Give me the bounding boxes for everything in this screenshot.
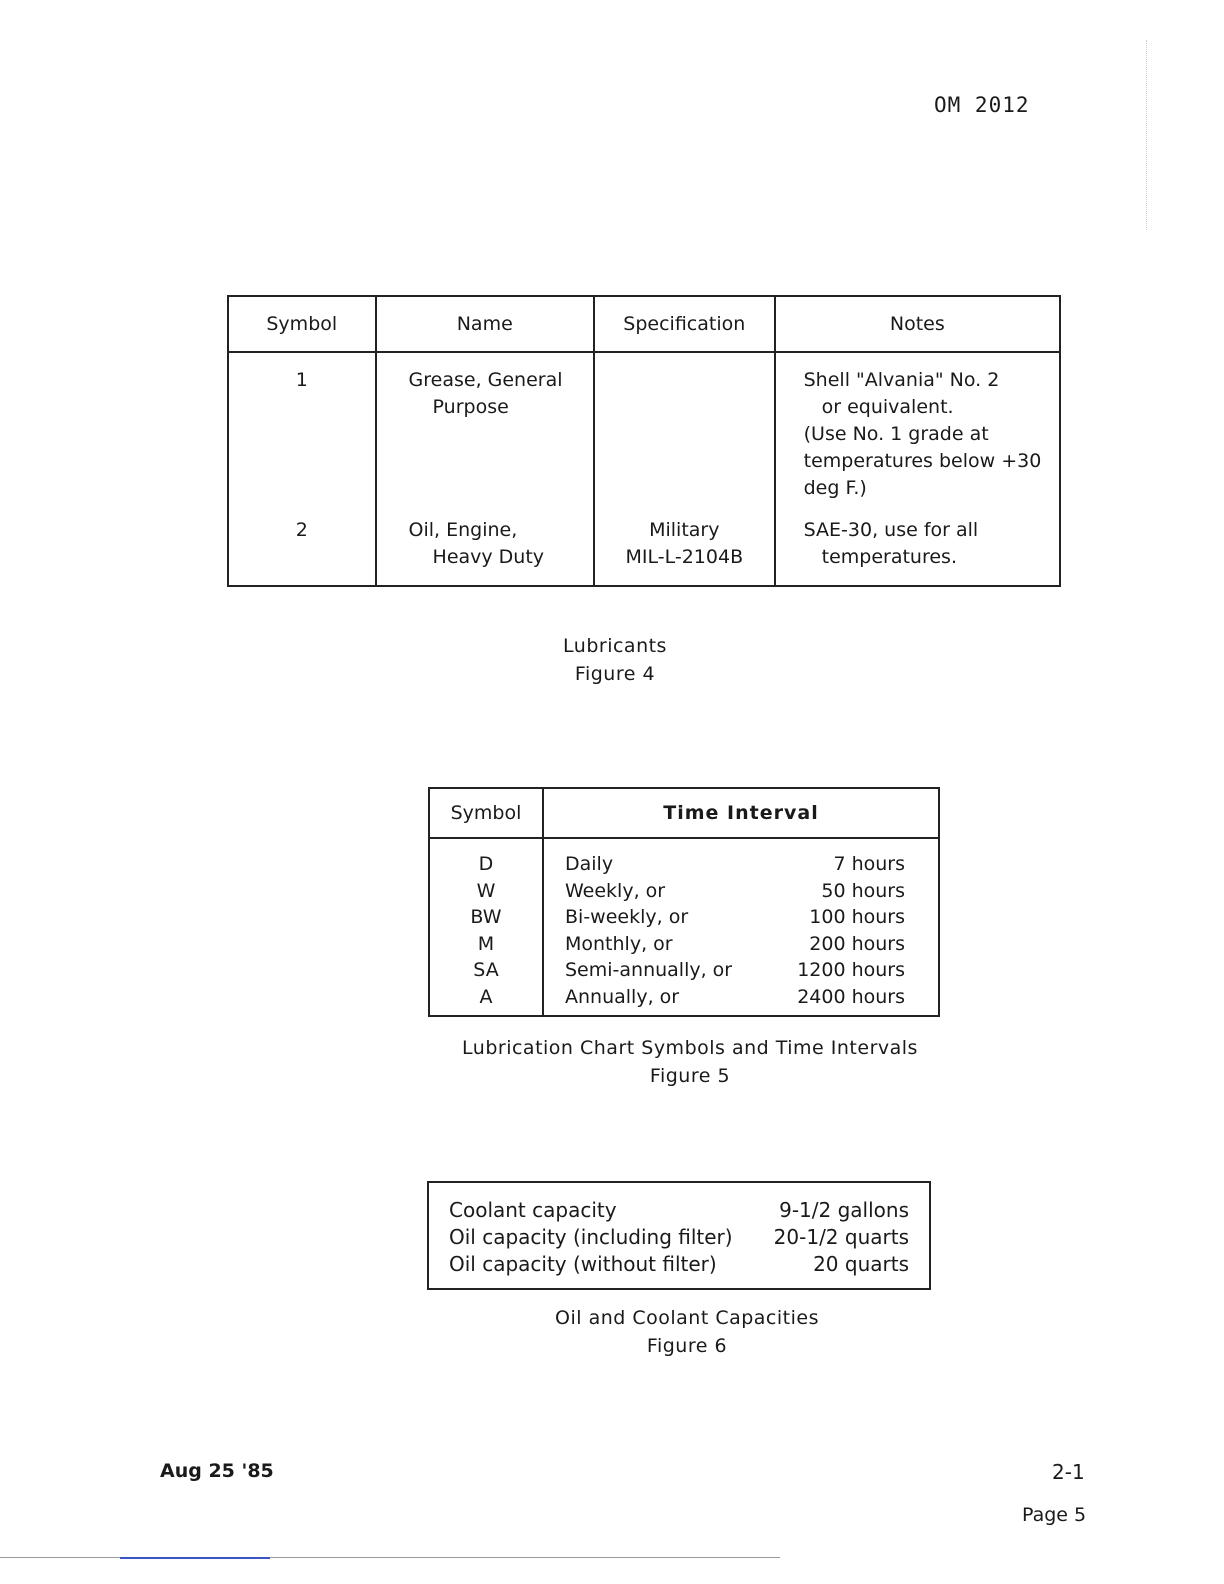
figure6-caption: [527, 1304, 847, 1360]
symbol-cell: 2: [228, 516, 376, 586]
interval-symbol: M: [477, 932, 495, 955]
notes-line: temperatures.: [821, 546, 957, 568]
interval-symbol: SA: [473, 959, 499, 982]
interval-label: Semi-annually, or: [565, 959, 733, 982]
capacity-value: 9-1/2 gallons: [779, 1198, 909, 1222]
interval-hours: 200 hours: [809, 932, 905, 955]
table-row: [429, 838, 939, 1016]
notes-cell: [775, 516, 1060, 586]
capacity-value: 20 quarts: [813, 1252, 909, 1276]
interval-row: [545, 957, 937, 984]
capacity-value: 20-1/2 quarts: [773, 1225, 909, 1249]
column-header-time-interval: Time Interval: [543, 788, 939, 838]
interval-hours: 100 hours: [809, 906, 905, 929]
capacity-row: [449, 1197, 909, 1224]
notes-line: SAE-30, use for all: [803, 519, 979, 541]
interval-label: Annually, or: [565, 985, 680, 1008]
interval-row: [545, 904, 937, 931]
margin-guide-line: [1146, 40, 1147, 230]
interval-label: Bi-weekly, or: [565, 906, 689, 929]
name-line: Oil, Engine,: [408, 519, 518, 541]
interval-row: [545, 931, 937, 958]
interval-row: [545, 851, 937, 878]
name-cell: [376, 516, 594, 586]
interval-hours: 2400 hours: [797, 985, 905, 1008]
table-header-row: [429, 788, 939, 838]
capacity-row: [449, 1224, 909, 1251]
caption-title: Lubricants: [563, 635, 667, 657]
footer-page-number: Page 5: [1022, 1504, 1087, 1526]
footer-date: Aug 25 '85: [160, 1460, 274, 1482]
interval-row: [545, 878, 937, 905]
lubricants-table: [227, 295, 1061, 587]
capacity-label: Coolant capacity: [449, 1198, 617, 1222]
capacity-row: [449, 1251, 909, 1278]
column-header-specification: Specification: [594, 296, 775, 352]
notes-line: temperatures below +30: [803, 450, 1042, 472]
symbol-cell: 1: [228, 352, 376, 516]
notes-cell: [775, 352, 1060, 516]
specification-line: Military: [649, 519, 720, 541]
caption-figure-number: Figure 5: [649, 1065, 731, 1087]
column-header-notes: Notes: [775, 296, 1060, 352]
bottom-rule-accent: [120, 1557, 270, 1559]
figure5-caption: [420, 1034, 960, 1090]
table-header-row: [228, 296, 1060, 352]
notes-line: or equivalent.: [821, 396, 954, 418]
interval-symbol: W: [476, 879, 496, 902]
interval-hours: 7 hours: [833, 853, 905, 875]
interval-symbol: A: [479, 985, 493, 1008]
column-header-symbol: Symbol: [228, 296, 376, 352]
footer-section-number: 2-1: [1052, 1460, 1085, 1484]
time-interval-table: [428, 787, 940, 1017]
caption-figure-number: Figure 6: [646, 1335, 728, 1357]
interval-label: Daily: [565, 853, 614, 875]
caption-title: Oil and Coolant Capacities: [555, 1307, 819, 1329]
notes-line: Shell "Alvania" No. 2: [803, 369, 1000, 391]
specification-line: MIL-L-2104B: [625, 546, 744, 568]
notes-line: (Use No. 1 grade at: [803, 423, 989, 445]
interval-hours: 50 hours: [821, 879, 905, 902]
bottom-rule: [0, 1557, 780, 1558]
interval-row: [545, 984, 937, 1011]
caption-figure-number: Figure 4: [574, 663, 656, 685]
name-line: Grease, General: [408, 369, 563, 391]
document-id: OM 2012: [934, 93, 1030, 117]
table-row: [228, 352, 1060, 516]
column-header-symbol: Symbol: [429, 788, 543, 838]
symbol-column: [429, 838, 543, 1016]
interval-column: [543, 838, 939, 1016]
name-cell: [376, 352, 594, 516]
name-line: Heavy Duty: [432, 546, 545, 568]
capacity-label: Oil capacity (without filter): [449, 1252, 717, 1276]
interval-label: Monthly, or: [565, 932, 673, 955]
capacity-label: Oil capacity (including filter): [449, 1225, 733, 1249]
name-line: Purpose: [432, 396, 509, 418]
notes-line: deg F.): [803, 477, 867, 499]
interval-symbol: D: [478, 853, 494, 875]
figure4-caption: [515, 632, 715, 688]
interval-label: Weekly, or: [565, 879, 666, 902]
interval-hours: 1200 hours: [797, 959, 905, 982]
specification-cell: [594, 516, 775, 586]
column-header-name: Name: [376, 296, 594, 352]
table-row: [228, 516, 1060, 586]
interval-symbol: BW: [470, 906, 502, 929]
specification-cell: [594, 352, 775, 516]
capacities-box: [427, 1181, 931, 1290]
caption-title: Lubrication Chart Symbols and Time Intervals: [462, 1037, 918, 1059]
